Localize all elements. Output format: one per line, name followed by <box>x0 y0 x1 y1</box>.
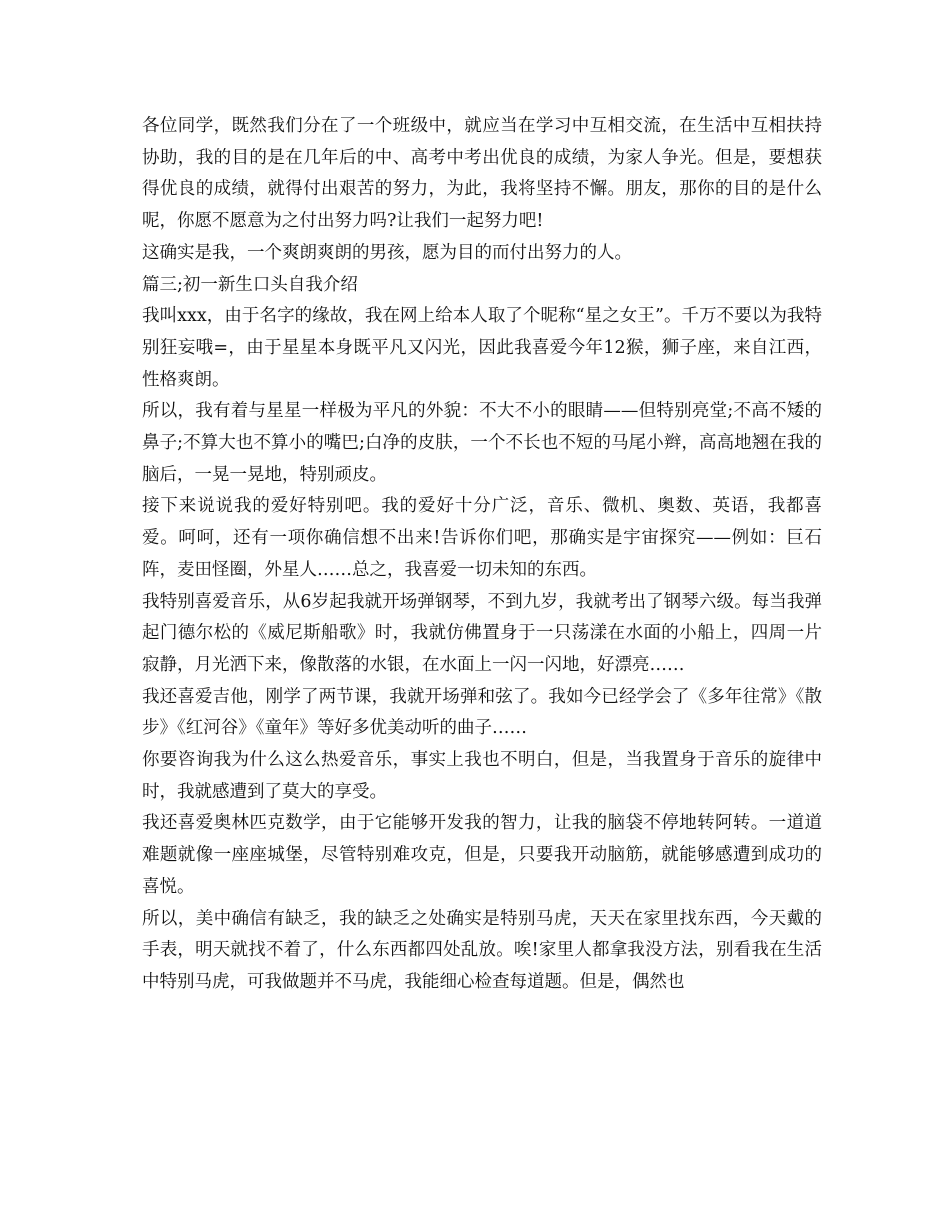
paragraph-10: 所以，美中确信有缺乏，我的缺乏之处确实是特别马虎，天天在家里找东西，今天戴的手表，明天就找不着了，什么东西都四处乱放。唉!家里人都拿我没方法，别看我在生活中特别马虎，可我做题并不马虎，我能细心检查每道题。但是，偶然也 <box>142 908 822 992</box>
paragraph-4: 所以，我有着与星星一样极为平凡的外貌：不大不小的眼睛——但特别亮堂;不高不矮的鼻子;不算大也不算小的嘴巴;白净的皮肤，一个不长也不短的马尾小辫，高高地翘在我的脑后，一晃一晃地，特别顽皮。 <box>142 401 822 485</box>
document-body <box>142 111 822 999</box>
paragraph-3: 我叫xxx，由于名字的缘故，我在网上给本人取了个昵称“星之女王”。千万不要以为我特别狂妄哦=，由于星星本身既平凡又闪光，因此我喜爱今年12猴，狮子座，来自江西，性格爽朗。 <box>142 306 822 390</box>
paragraph-7: 我还喜爱吉他，刚学了两节课，我就开场弹和弦了。我如今已经学会了《多年往常》《散步》《红河谷》《童年》等好多优美动听的曲子…… <box>142 686 822 739</box>
paragraph-5: 接下来说说我的爱好特别吧。我的爱好十分广泛，音乐、微机、奥数、英语，我都喜爱。呵呵，还有一项你确信想不出来!告诉你们吧，那确实是宇宙探究——例如：巨石阵，麦田怪圈，外星人……总之，我喜爱一切未知的东西。 <box>142 496 822 580</box>
paragraph-2: 这确实是我，一个爽朗爽朗的男孩，愿为目的而付出努力的人。 <box>142 242 632 263</box>
section-heading: 篇三;初一新生口头自我介绍 <box>142 274 358 295</box>
paragraph-1: 各位同学，既然我们分在了一个班级中，就应当在学习中互相交流，在生活中互相扶持协助，我的目的是在几年后的中、高考中考出优良的成绩，为家人争光。但是，要想获得优良的成绩，就得付出艰苦的努力，为此，我将坚持不懈。朋友，那你的目的是什么呢，你愿不愿意为之付出努力吗?让我们一起努力吧! <box>142 116 822 232</box>
paragraph-8: 你要咨询我为什么这么热爱音乐，事实上我也不明白，但是，当我置身于音乐的旋律中时，我就感遭到了莫大的享受。 <box>142 750 822 802</box>
paragraph-6: 我特别喜爱音乐，从6岁起我就开场弹钢琴，不到九岁，我就考出了钢琴六级。每当我弹起门德尔松的《威尼斯船歌》时，我就仿佛置身于一只荡漾在水面的小船上，四周一片寂静，月光洒下来，像散落的水银，在水面上一闪一闪地，好漂亮…… <box>142 591 822 675</box>
paragraph-9: 我还喜爱奥林匹克数学，由于它能够开发我的智力，让我的脑袋不停地转阿转。一道道难题就像一座座城堡，尽管特别难攻克，但是，只要我开动脑筋，就能够感遭到成功的喜悦。 <box>142 813 822 897</box>
